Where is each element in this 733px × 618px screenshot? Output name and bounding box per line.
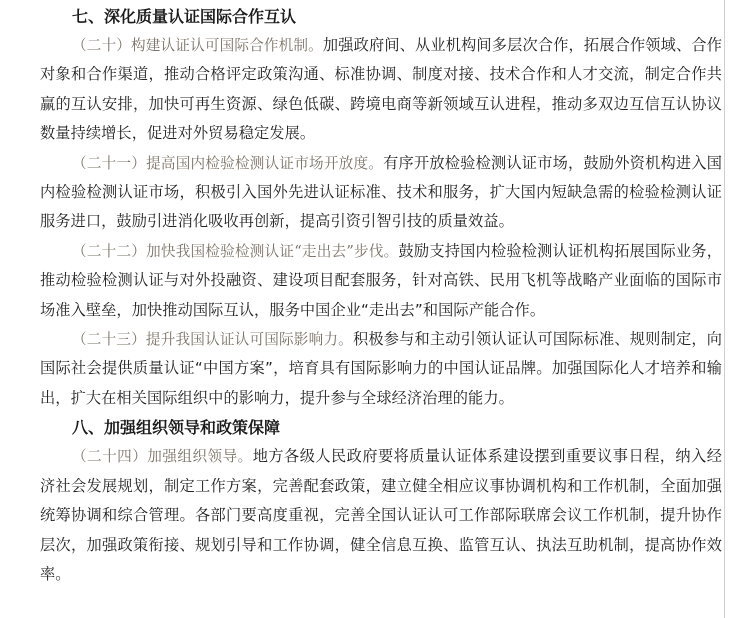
paragraph-23 [40,325,722,413]
paragraph-20 [40,31,722,149]
paragraph-text: 有序开放检验检测认证市场，鼓励外资机构进入国内检验检测认证市场，积极引入国外先进认证标准、技术和服务，扩大国内短缺急需的检验检测认证服务进口，鼓励引进消化吸收再创新，提高引资引智引技的质量效益。 [40,153,722,231]
paragraph-lead: （二十二）加快我国检验检测认证“走出去”步伐。 [72,242,399,260]
paragraph-lead: （二十）构建认证认可国际合作机制。 [72,37,323,54]
paragraph-lead: （二十一）提高国内检验检测认证市场开放度。 [72,154,384,172]
section-heading-8: 八、加强组织领导和政策保障 [72,418,281,438]
paragraph-lead: （二十三）提升我国认证认可国际影响力。 [72,331,353,349]
paragraph-text: 地方各级人民政府要将质量认证体系建设摆到重要议事日程，纳入经济社会发展规划，制定工作方案，完善配套政策，建立健全相应议事协调机构和工作机制，全面加强统筹协调和综合管理。各部门要高度重视，完善全国认证认可工作部际联席会议工作机制，提升协作层次，加强政策衔接、规划引导和工作协调，健全信息互换、监管互认、执法互助机制，提高协作效率。 [40,447,723,583]
paragraph-text: 鼓励支持国内检验检测认证机构拓展国际业务，推动检验检测认证与对外投融资、建设项目配套服务，针对高铁、民用飞机等战略产业面临的国际市场准入壁垒，加快推动国际互认，服务中国企业“走出去”和国际产能合作。 [40,241,722,319]
paragraph-22 [40,237,722,325]
page-right-border [724,0,725,618]
paragraph-text: 积极参与和主动引领认证认可国际标准、规则制定，向国际社会提供质量认证“中国方案”，培育具有国际影响力的中国认证品牌。加强国际化人才培养和输出，扩大在相关国际组织中的影响力，提升参与全球经济治理的能力。 [40,330,722,407]
paragraph-text: 加强政府间、从业机构间多层次合作，拓展合作领域、合作对象和合作渠道，推动合格评定政策沟通、标准协调、制度对接、技术合作和人才交流，制定合作共赢的互认安排，加快可再生资源、绿色低碳、跨境电商等新领域互认进程，推动多双边互信互认协议数量持续增长，促进对外贸易稳定发展。 [40,36,722,143]
paragraph-21 [40,149,722,237]
paragraph-24 [40,442,722,589]
paragraph-lead: （二十四）加强组织领导。 [72,448,253,466]
section-heading-7: 七、深化质量认证国际合作互认 [72,7,297,26]
document-body [40,2,722,589]
